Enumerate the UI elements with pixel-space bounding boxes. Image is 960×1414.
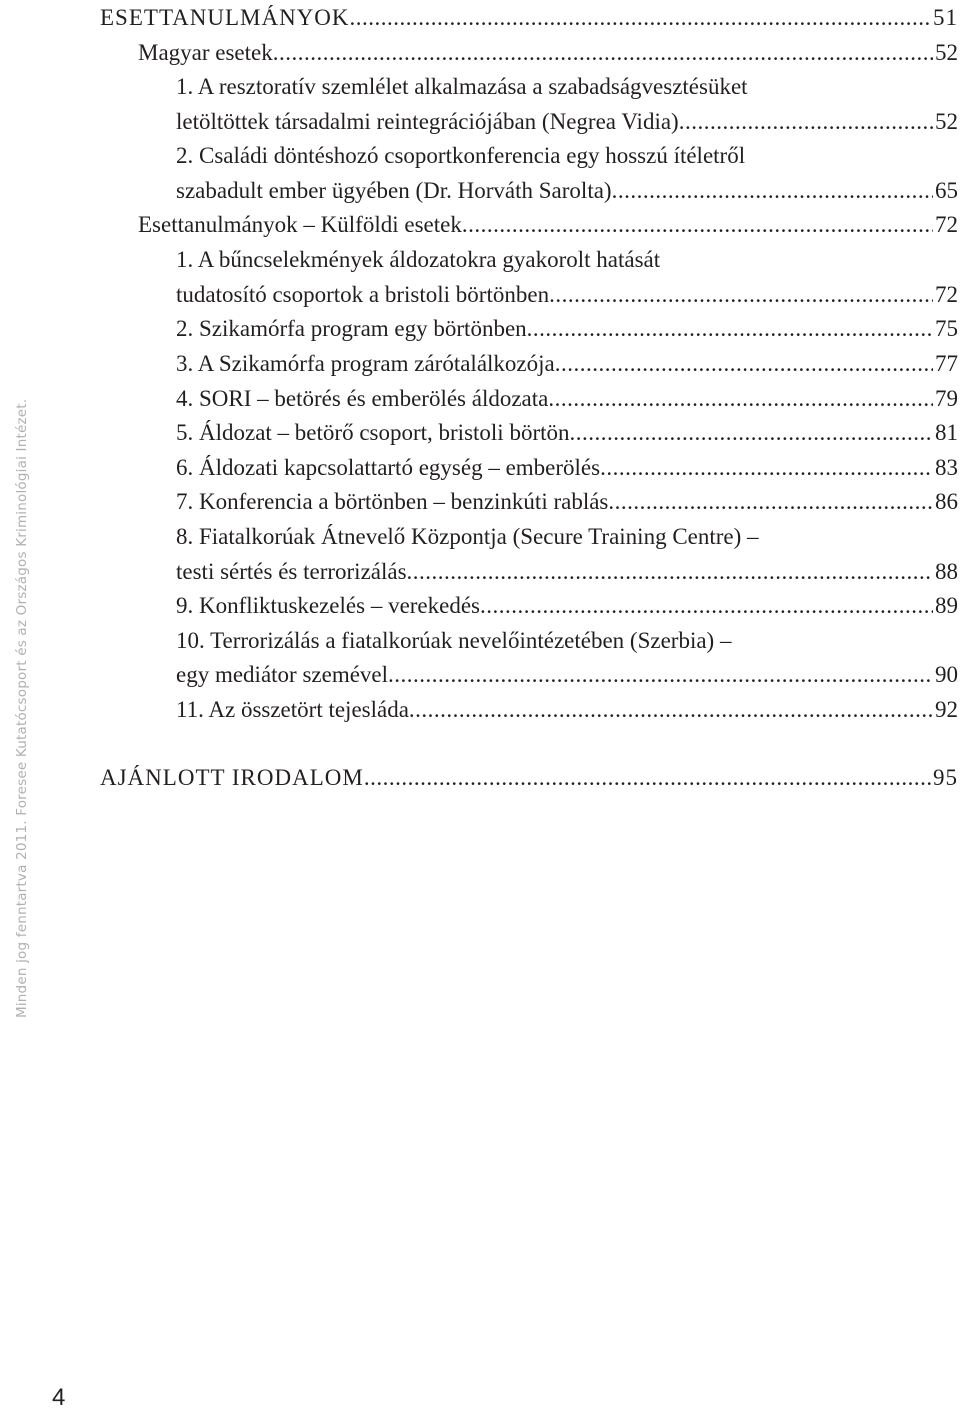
toc-entry-kulfoldi-6[interactable] — [176, 453, 958, 483]
dot-leader — [548, 384, 933, 414]
toc-entry-ajanlott-irodalom[interactable] — [100, 763, 958, 793]
toc-entry-kulfoldi-4[interactable] — [176, 384, 958, 414]
dot-leader — [364, 763, 931, 793]
dot-leader — [608, 487, 933, 517]
toc-entry-page: 75 — [935, 316, 958, 341]
dot-leader — [549, 280, 933, 310]
dot-leader — [273, 38, 933, 68]
toc-entry-page: 81 — [935, 420, 958, 445]
page-number: 4 — [52, 1384, 66, 1411]
toc-entry-page: 72 — [935, 212, 958, 237]
toc-entry-page: 72 — [935, 282, 958, 307]
toc-entry-title: 3. A Szikamórfa program zárótalálkozója — [176, 351, 555, 376]
toc-entry-page: 86 — [935, 489, 958, 514]
toc-entry-title: 2. Szikamórfa program egy börtönben — [176, 316, 527, 341]
toc-entry-title: 6. Áldozati kapcsolattartó egység – emberölés — [176, 455, 601, 480]
toc-entry-kulfoldi-7[interactable] — [176, 487, 958, 517]
copyright-watermark: Minden jog fenntartva 2011. Foresee Kutatócsoport és az Országos Kriminológiai Intézet. — [14, 398, 30, 1018]
toc-entry-magyar-2[interactable] — [176, 176, 958, 206]
toc-entry-title: 5. Áldozat – betörő csoport, bristoli börtön — [176, 420, 570, 445]
toc-entry-title: 7. Konferencia a börtönben – benzinkúti rablás — [176, 489, 609, 514]
dot-leader — [600, 453, 933, 483]
toc-entry-title: testi sértés és terrorizálás — [176, 559, 407, 584]
toc-entry-kulfoldi-3[interactable] — [176, 349, 958, 379]
toc-entry-kulfoldi-8-line1: 8. Fiatalkorúak Átnevelő Központja (Secure Training Centre) – — [176, 524, 759, 549]
dot-leader — [462, 210, 933, 240]
toc-entry-title: 11. Az összetört tejesláda — [176, 697, 409, 722]
toc-entry-title: egy mediátor szemével — [176, 662, 389, 687]
toc-entry-title: ESETTANULMÁNYOK — [100, 5, 350, 30]
toc-entry-title: Esettanulmányok – Külföldi esetek — [138, 212, 462, 237]
toc-entry-esettanulmanyok[interactable] — [100, 3, 958, 33]
dot-leader — [480, 591, 933, 621]
toc-entry-title: letöltöttek társadalmi reintegrációjában (Negrea Vidia) — [176, 109, 679, 134]
toc-entry-kulfoldi-esetek[interactable] — [138, 210, 958, 240]
toc-entry-kulfoldi-10[interactable] — [176, 660, 958, 690]
toc-entry-page: 88 — [935, 559, 958, 584]
toc-entry-kulfoldi-8[interactable] — [176, 557, 958, 587]
dot-leader — [679, 107, 933, 137]
toc-entry-page: 77 — [935, 351, 958, 376]
dot-leader — [409, 695, 933, 725]
toc-entry-title: Magyar esetek — [138, 40, 273, 65]
toc-entry-page: 95 — [933, 765, 958, 790]
dot-leader — [407, 557, 933, 587]
toc-entry-kulfoldi-11[interactable] — [176, 695, 958, 725]
toc-entry-page: 90 — [935, 662, 958, 687]
dot-leader — [350, 3, 931, 33]
toc-entry-kulfoldi-1-line1: 1. A bűncselekmények áldozatokra gyakorolt hatását — [176, 247, 661, 272]
toc-entry-page: 52 — [935, 109, 958, 134]
dot-leader — [612, 176, 933, 206]
toc-entry-page: 89 — [935, 593, 958, 618]
toc-entry-page: 92 — [935, 697, 958, 722]
toc-entry-magyar-esetek[interactable] — [138, 38, 958, 68]
toc-entry-kulfoldi-9[interactable] — [176, 591, 958, 621]
toc-entry-magyar-1[interactable] — [176, 107, 958, 137]
toc-entry-title: 9. Konfliktuskezelés – verekedés — [176, 593, 481, 618]
toc-entry-page: 79 — [935, 386, 958, 411]
toc-entry-page: 83 — [935, 455, 958, 480]
dot-leader — [570, 418, 934, 448]
dot-leader — [555, 349, 933, 379]
toc-entry-magyar-2-line1: 2. Családi döntéshozó csoportkonferencia egy hosszú ítéletről — [176, 143, 746, 168]
toc-entry-page: 52 — [935, 40, 958, 65]
toc-entry-kulfoldi-10-line1: 10. Terrorizálás a fiatalkorúak nevelőintézetében (Szerbia) – — [176, 628, 732, 653]
toc-entry-kulfoldi-2[interactable] — [176, 314, 958, 344]
toc-entry-title: AJÁNLOTT IRODALOM — [100, 765, 364, 790]
toc-entry-title: szabadult ember ügyében (Dr. Horváth Sarolta) — [176, 178, 612, 203]
dot-leader — [388, 660, 933, 690]
dot-leader — [527, 314, 933, 344]
toc-entry-title: 4. SORI – betörés és emberölés áldozata — [176, 386, 549, 411]
toc-entry-kulfoldi-1[interactable] — [176, 280, 958, 310]
toc-entry-kulfoldi-5[interactable] — [176, 418, 958, 448]
toc-entry-page: 51 — [933, 5, 958, 30]
toc-entry-title: tudatosító csoportok a bristoli börtönben — [176, 282, 550, 307]
toc-entry-page: 65 — [935, 178, 958, 203]
toc-entry-magyar-1-line1: 1. A resztoratív szemlélet alkalmazása a szabadságvesztésüket — [176, 74, 748, 99]
